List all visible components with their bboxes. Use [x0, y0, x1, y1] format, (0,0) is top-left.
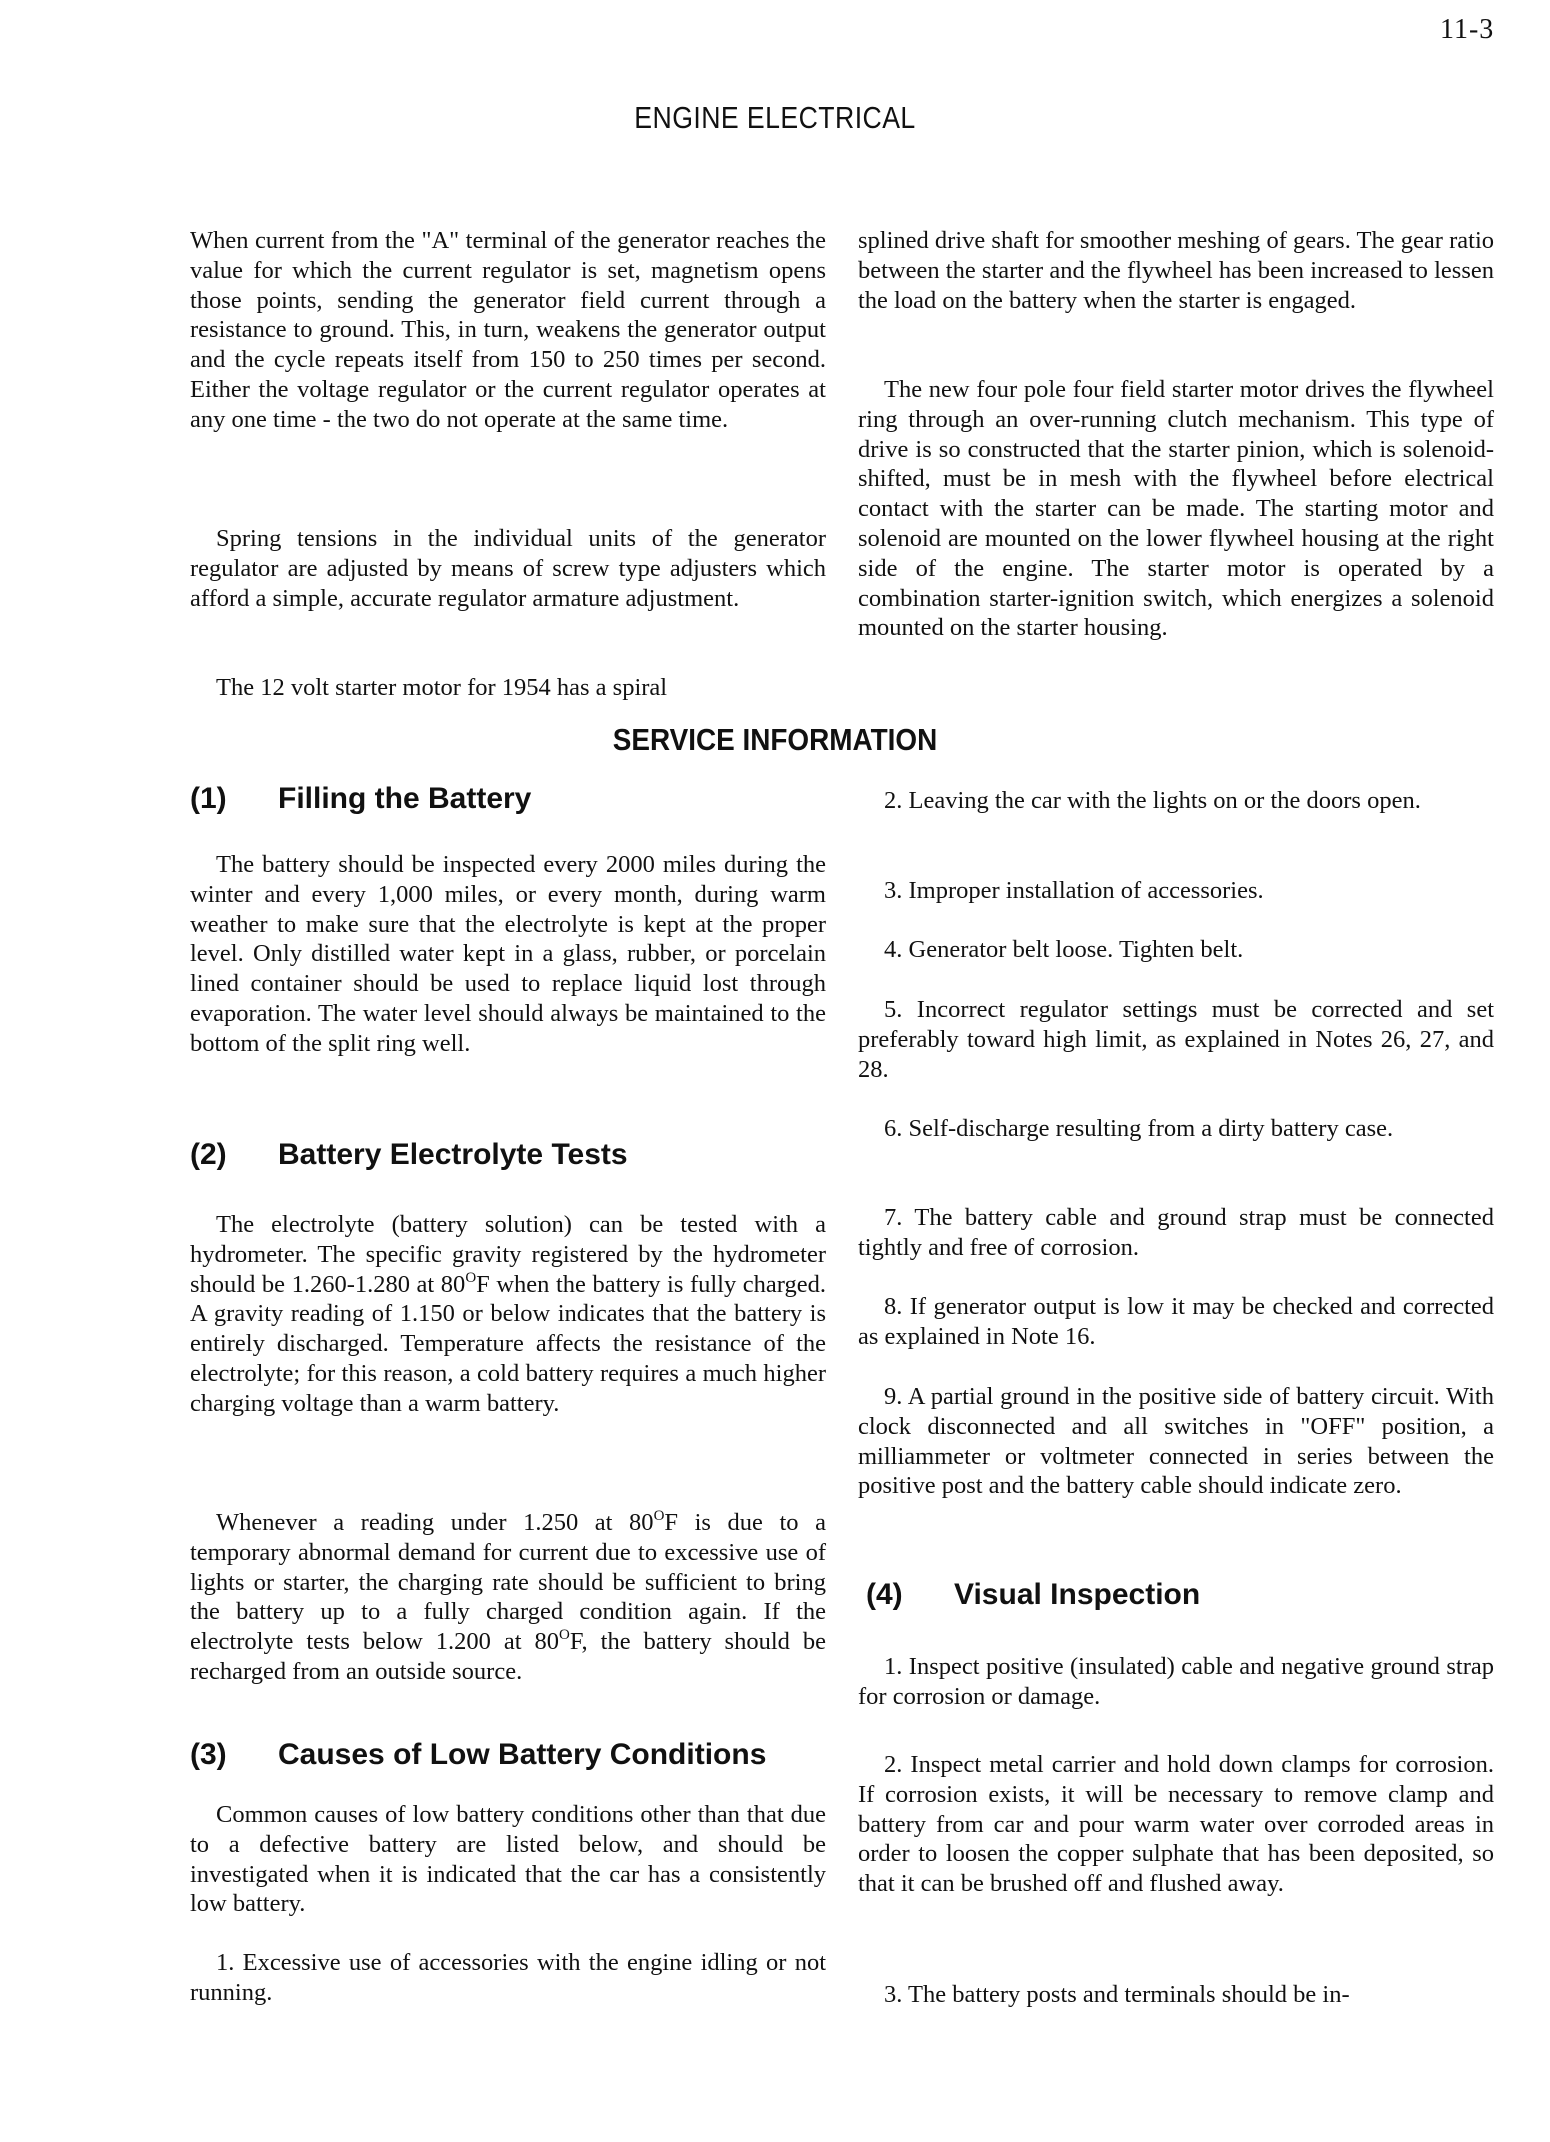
text: F is due to a temporary abnormal demand for current due to excessive use of lights or starter, the charging rate should be sufficient to bring the battery up to a fully charged condition again. If the electrolyte tests below 1.200 at 80: [190, 1509, 826, 1656]
list-item: 7. The battery cable and ground strap must be connected tightly and free of corrosion.: [858, 1204, 1494, 1261]
section-3-item-1: [190, 1948, 826, 2008]
section-1-body: [190, 850, 826, 1059]
service-information-title: SERVICE INFORMATION: [612, 722, 938, 757]
section-heading-electrolyte-tests: [190, 1138, 628, 1172]
section-4-item-1: [858, 1652, 1494, 1712]
degree-symbol: O: [653, 1508, 665, 1524]
section-3-item-3: [858, 876, 1494, 906]
text: The electrolyte (battery solution) can be tested with a hydrometer. The specific gravity registered by the hydrometer should be 1.260-1.280 at 80: [190, 1211, 826, 1298]
section-heading-low-battery: [190, 1738, 766, 1772]
section-4-item-2: [858, 1750, 1494, 1899]
intro-left-column-2: [190, 524, 826, 613]
paragraph: When current from the "A" terminal of the generator reaches the value for which the current regulator is set, magnetism opens those points, sending the generator field current through a resistance to ground. This, in turn, weakens the generator output and the cycle repeats itself from 150 to 250 times per second. Either the voltage regulator or the current regulator operates at any one time - the two do not operate at the same time.: [190, 227, 826, 433]
section-heading-text: Visual Inspection: [954, 1578, 1201, 1611]
list-item: 2. Inspect metal carrier and hold down clamps for corrosion. If corrosion exists, it will be necessary to remove clamp and battery from car and pour warm water over corroded areas in order to loosen the copper sulphate that has been deposited, so that it can be brushed off and flushed away.: [858, 1751, 1494, 1898]
list-item: 2. Leaving the car with the lights on or the doors open.: [884, 787, 1421, 814]
page-title: ENGINE ELECTRICAL: [634, 100, 916, 135]
section-number: (3): [190, 1738, 227, 1771]
section-number: (2): [190, 1138, 227, 1171]
degree-symbol: O: [465, 1269, 477, 1286]
section-3-item-8: [858, 1292, 1494, 1352]
intro-left-column-3: [190, 673, 826, 703]
section-4-item-3: [858, 1980, 1494, 2010]
section-number: (1): [190, 782, 227, 815]
section-3-item-5: [858, 995, 1494, 1084]
section-3-item-4: [858, 935, 1494, 965]
list-item: 6. Self-discharge resulting from a dirty battery case.: [884, 1115, 1394, 1142]
section-3-intro: [190, 1800, 826, 1919]
section-heading-text: Battery Electrolyte Tests: [278, 1138, 628, 1171]
paragraph: [190, 1508, 826, 1687]
section-number: (4): [866, 1578, 903, 1611]
list-item: 8. If generator output is low it may be checked and corrected as explained in Note 16.: [858, 1293, 1494, 1350]
paragraph: The new four pole four field starter motor drives the flywheel ring through an over-running clutch mechanism. This type of drive is so constructed that the starter pinion, which is solenoid-shifted, must be in mesh with the flywheel before electrical contact with the starter can be made. The starting motor and solenoid are mounted on the lower flywheel housing at the right side of the engine. The starter motor is operated by a combination starter-ignition switch, which energizes a solenoid mounted on the starter housing.: [858, 376, 1494, 642]
paragraph: splined drive shaft for smoother meshing of gears. The gear ratio between the starter and the flywheel has been increased to lessen the load on the battery when the starter is engaged.: [858, 227, 1494, 314]
page-number: 11-3: [1440, 14, 1495, 45]
text: Whenever a reading under 1.250 at 80: [216, 1509, 654, 1536]
list-item: 1. Inspect positive (insulated) cable and negative ground strap for corrosion or damage.: [858, 1653, 1494, 1710]
text: F when the battery is fully charged. A gravity reading of 1.150 or below indicates that the battery is entirely discharged. Temperature affects the resistance of the electrolyte; for this reason, a cold battery requires a much higher charging voltage than a warm battery.: [190, 1270, 826, 1417]
section-2-body-2: [190, 1508, 826, 1687]
list-item: 1. Excessive use of accessories with the engine idling or not running.: [190, 1949, 826, 2006]
paragraph: [190, 1210, 826, 1419]
intro-right-column: [858, 226, 1494, 315]
section-3-item-2: [858, 786, 1494, 816]
list-item: 4. Generator belt loose. Tighten belt.: [884, 936, 1244, 963]
paragraph: The 12 volt starter motor for 1954 has a spiral: [216, 674, 668, 701]
section-heading-filling-battery: [190, 782, 531, 816]
section-heading-text: Filling the Battery: [278, 782, 532, 815]
text: F, the battery should be recharged from an outside source.: [190, 1628, 826, 1685]
section-2-body-1: [190, 1210, 826, 1419]
paragraph: Common causes of low battery conditions other than that due to a defective battery are listed below, and should be investigated when it is indicated that the car has a consistently low battery.: [190, 1801, 826, 1918]
degree-symbol: O: [559, 1627, 570, 1644]
section-heading-visual-inspection: [866, 1578, 1200, 1612]
list-item: 9. A partial ground in the positive side of battery circuit. With clock disconnected and all switches in "OFF" position, a milliammeter or voltmeter connected in series between the positive post and the battery cable should indicate zero.: [858, 1383, 1494, 1500]
section-3-item-7: [858, 1203, 1494, 1263]
section-3-item-6: [858, 1114, 1494, 1144]
list-item: 3. The battery posts and terminals should be in-: [884, 1981, 1350, 2008]
intro-right-column-2: [858, 375, 1494, 643]
paragraph: Spring tensions in the individual units of the generator regulator are adjusted by means of screw type adjusters which afford a simple, accurate regulator armature adjustment.: [190, 525, 826, 612]
section-3-item-9: [858, 1382, 1494, 1501]
list-item: 3. Improper installation of accessories.: [884, 877, 1264, 904]
list-item: 5. Incorrect regulator settings must be corrected and set preferably toward high limit, as explained in Notes 26, 27, and 28.: [858, 996, 1494, 1083]
section-heading-text: Causes of Low Battery Conditions: [278, 1738, 767, 1771]
intro-left-column: [190, 226, 826, 435]
paragraph: The battery should be inspected every 2000 miles during the winter and every 1,000 miles, or every month, during warm weather to make sure that the electrolyte is kept at the proper level. Only distilled water kept in a glass, rubber, or porcelain lined container should be used to replace liquid lost through evaporation. The water level should always be maintained to the bottom of the split ring well.: [190, 851, 826, 1057]
